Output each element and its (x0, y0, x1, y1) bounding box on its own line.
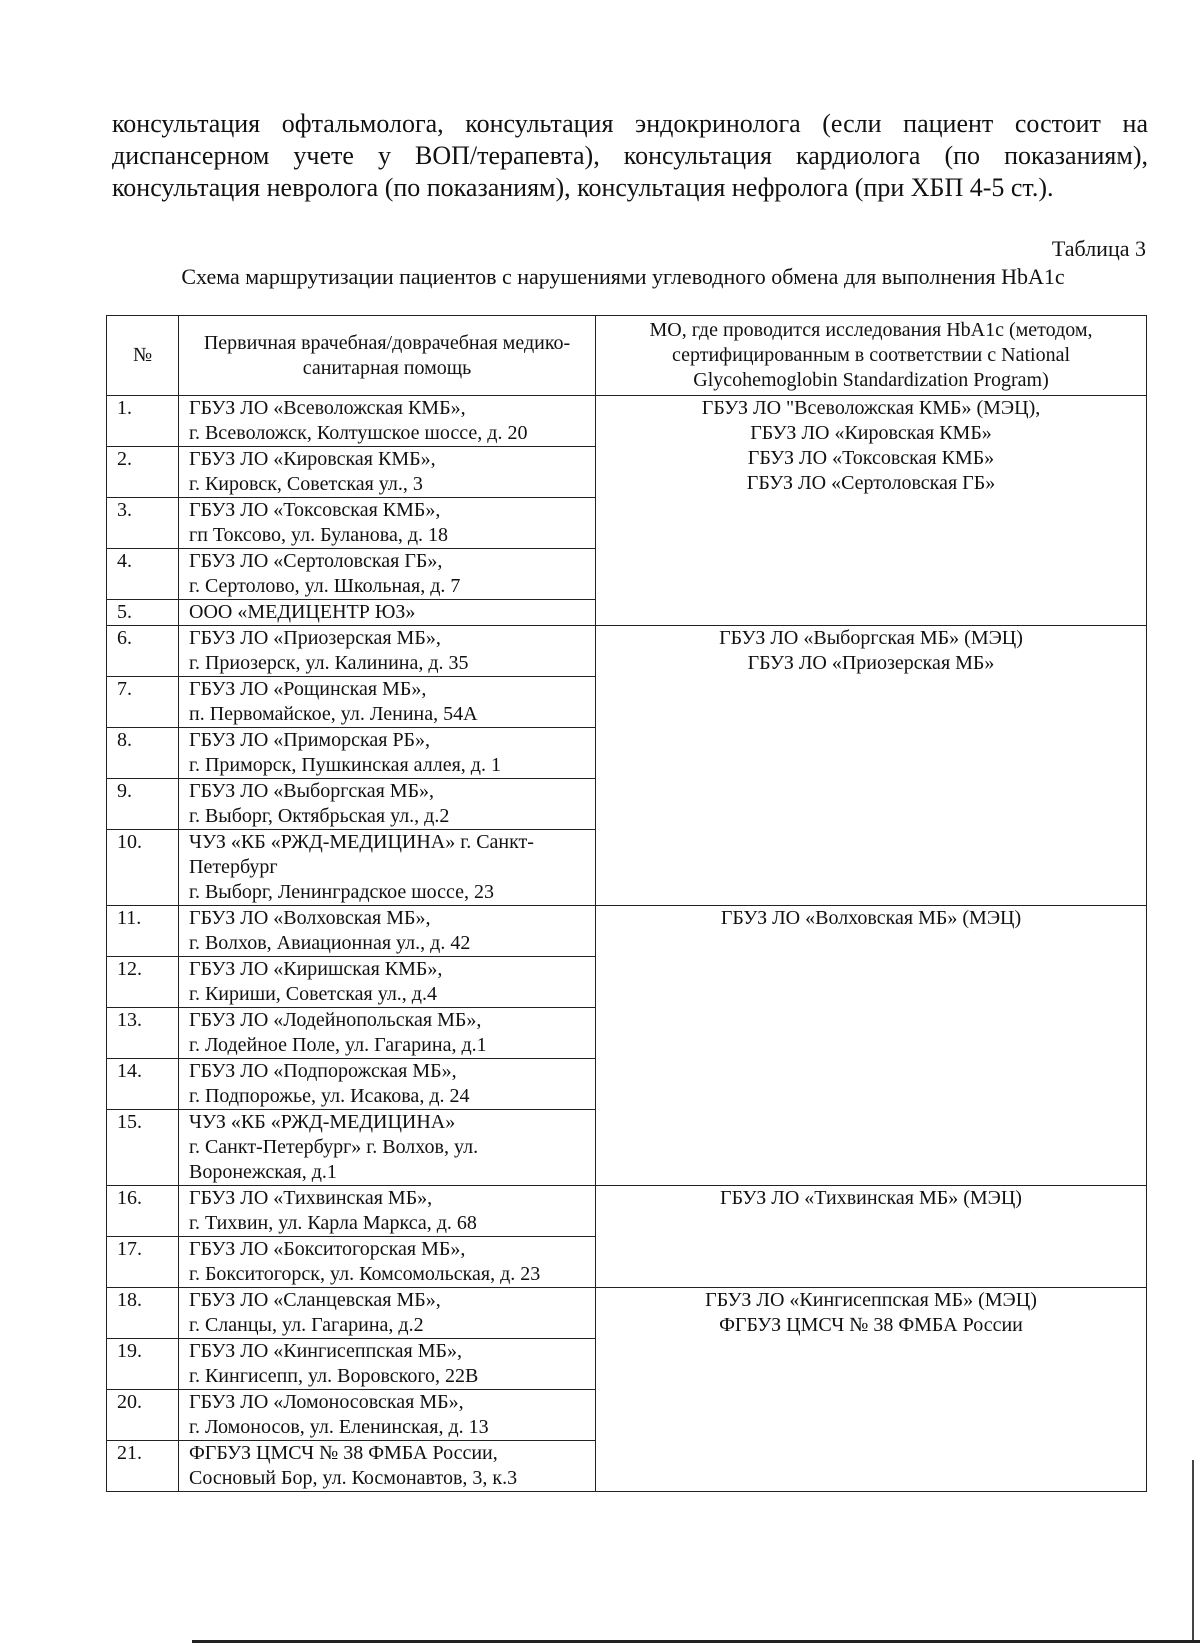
table-row (107, 1186, 1147, 1237)
row-number: 14. (107, 1059, 179, 1110)
intro-paragraph (112, 108, 1148, 204)
table-header-row (107, 316, 1147, 396)
facility-name: ГБУЗ ЛО «Киришская КМБ», (189, 958, 443, 980)
row-number: 11. (107, 906, 179, 957)
facility-address: г. Бокситогорск, ул. Комсомольская, д. 23 (189, 1263, 541, 1285)
facility-name: ГБУЗ ЛО «Лодейнопольская МБ», (189, 1009, 482, 1031)
facility-cell (179, 626, 596, 677)
facility-cell (179, 1237, 596, 1288)
facility-name: ГБУЗ ЛО «Сланцевская МБ», (189, 1289, 441, 1311)
facility-cell (179, 906, 596, 957)
row-number: 3. (107, 498, 179, 549)
row-number: 15. (107, 1110, 179, 1186)
facility-name: ЧУЗ «КБ «РЖД-МЕДИЦИНА» (189, 1111, 456, 1133)
facility-name: ГБУЗ ЛО «Рощинская МБ», (189, 678, 427, 700)
mo-cell (596, 626, 1147, 906)
facility-cell (179, 549, 596, 600)
facility-address: г. Подпорожье, ул. Исакова, д. 24 (189, 1085, 470, 1107)
row-number: 1. (107, 396, 179, 447)
page-edge-right (1192, 1460, 1194, 1640)
facility-address: г. Сланцы, ул. Гагарина, д.2 (189, 1314, 424, 1336)
facility-name: ООО «МЕДИЦЕНТР ЮЗ» (189, 601, 416, 623)
row-number: 7. (107, 677, 179, 728)
table-body (107, 396, 1147, 1492)
row-number: 18. (107, 1288, 179, 1339)
table-number: Таблица 3 (1051, 236, 1146, 261)
mo-name: ФГБУЗ ЦМСЧ № 38 ФМБА России (719, 1314, 1023, 1336)
row-number: 9. (107, 779, 179, 830)
mo-name: ГБУЗ ЛО «Приозерская МБ» (747, 652, 995, 674)
facility-name: ГБУЗ ЛО «Приморская РБ», (189, 729, 431, 751)
mo-name: ГБУЗ ЛО «Тихвинская МБ» (МЭЦ) (720, 1187, 1022, 1209)
facility-address: п. Первомайское, ул. Ленина, 54А (189, 703, 478, 725)
facility-name: ГБУЗ ЛО «Токсовская КМБ», (189, 499, 441, 521)
row-number: 20. (107, 1390, 179, 1441)
mo-name: ГБУЗ ЛО «Волховская МБ» (МЭЦ) (720, 907, 1022, 929)
facility-address: г. Кингисепп, ул. Воровского, 22В (189, 1365, 479, 1387)
facility-cell (179, 600, 596, 626)
facility-address: г. Ломоносов, ул. Еленинская, д. 13 (189, 1416, 489, 1438)
facility-cell (179, 1441, 596, 1492)
facility-cell (179, 1110, 596, 1186)
facility-cell (179, 830, 596, 906)
header-number: № (107, 316, 179, 396)
mo-cell (596, 1186, 1147, 1288)
facility-name: ЧУЗ «КБ «РЖД-МЕДИЦИНА» г. Санкт-Петербург (189, 831, 534, 878)
row-number: 16. (107, 1186, 179, 1237)
facility-cell (179, 677, 596, 728)
mo-name: ГБУЗ ЛО «Токсовская КМБ» (747, 447, 995, 469)
mo-cell (596, 1288, 1147, 1492)
facility-cell (179, 396, 596, 447)
facility-name: ГБУЗ ЛО «Выборгская МБ», (189, 780, 435, 802)
table-caption: Схема маршрутизации пациентов с нарушениями углеводного обмена для выполнения HbA1c (181, 264, 1065, 289)
facility-address: гп Токсово, ул. Буланова, д. 18 (189, 524, 449, 546)
facility-cell (179, 1390, 596, 1441)
row-number: 5. (107, 600, 179, 626)
mo-name: ГБУЗ ЛО «Сертоловская ГБ» (746, 472, 996, 494)
mo-name: ГБУЗ ЛО «Кировская КМБ» (750, 422, 992, 444)
facility-address: г. Всеволожск, Колтушское шоссе, д. 20 (189, 422, 528, 444)
facility-name: ГБУЗ ЛО «Волховская МБ», (189, 907, 431, 929)
facility-address: г. Выборг, Ленинградское шоссе, 23 (189, 881, 494, 903)
facility-address: г. Тихвин, ул. Карла Маркса, д. 68 (189, 1212, 477, 1234)
mo-name: ГБУЗ ЛО «Выборгская МБ» (МЭЦ) (719, 627, 1023, 649)
facility-cell (179, 1186, 596, 1237)
row-number: 10. (107, 830, 179, 906)
row-number: 21. (107, 1441, 179, 1492)
facility-address: г. Санкт-Петербург» г. Волхов, ул. Воронежская, д.1 (189, 1136, 479, 1183)
row-number: 4. (107, 549, 179, 600)
table-row (107, 1288, 1147, 1339)
facility-name: ГБУЗ ЛО «Кингисеппская МБ», (189, 1340, 462, 1362)
facility-address: г. Лодейное Поле, ул. Гагарина, д.1 (189, 1034, 487, 1056)
facility-cell (179, 447, 596, 498)
facility-name: ГБУЗ ЛО «Приозерская МБ», (189, 627, 441, 649)
facility-name: ГБУЗ ЛО «Бокситогорская МБ», (189, 1238, 466, 1260)
facility-address: г. Выборг, Октябрьская ул., д.2 (189, 805, 450, 827)
mo-cell (596, 396, 1147, 626)
facility-cell (179, 1288, 596, 1339)
facility-address: г. Кировск, Советская ул., 3 (189, 473, 423, 495)
facility-cell (179, 1059, 596, 1110)
page-edge-line (192, 1640, 1200, 1643)
row-number: 19. (107, 1339, 179, 1390)
mo-name: ГБУЗ ЛО «Кингисеппская МБ» (МЭЦ) (705, 1289, 1037, 1311)
facility-name: ГБУЗ ЛО «Подпорожская МБ», (189, 1060, 457, 1082)
facility-cell (179, 779, 596, 830)
row-number: 13. (107, 1008, 179, 1059)
facility-cell (179, 498, 596, 549)
row-number: 6. (107, 626, 179, 677)
intro-text: консультация офтальмолога, консультация эндокринолога (если пациент состоит на диспансерном учете у ВОП/терапевта), консультация кардиолога (по показаниям), консультация невролога (по показаниям), консультация нефролога (при ХБП 4-5 ст.). (112, 109, 1148, 202)
facility-name: ФГБУЗ ЦМСЧ № 38 ФМБА России, (189, 1442, 498, 1464)
header-primary-care: Первичная врачебная/доврачебная медико-санитарная помощь (179, 316, 596, 396)
mo-cell (596, 906, 1147, 1186)
row-number: 17. (107, 1237, 179, 1288)
table-row (107, 626, 1147, 677)
facility-name: ГБУЗ ЛО «Ломоносовская МБ», (189, 1391, 464, 1413)
facility-address: г. Волхов, Авиационная ул., д. 42 (189, 932, 471, 954)
facility-address: г. Сертолово, ул. Школьная, д. 7 (189, 575, 461, 597)
facility-address: г. Приозерск, ул. Калинина, д. 35 (189, 652, 469, 674)
facility-cell (179, 1339, 596, 1390)
table-row (107, 396, 1147, 447)
facility-name: ГБУЗ ЛО «Сертоловская ГБ», (189, 550, 443, 572)
facility-name: ГБУЗ ЛО «Кировская КМБ», (189, 448, 436, 470)
facility-cell (179, 1008, 596, 1059)
mo-name: ГБУЗ ЛО "Всеволожская КМБ» (МЭЦ), (701, 397, 1041, 419)
facility-address: г. Кириши, Советская ул., д.4 (189, 983, 437, 1005)
row-number: 12. (107, 957, 179, 1008)
facility-name: ГБУЗ ЛО «Тихвинская МБ», (189, 1187, 433, 1209)
facility-cell (179, 728, 596, 779)
facility-address: Сосновый Бор, ул. Космонавтов, 3, к.3 (189, 1467, 518, 1489)
row-number: 2. (107, 447, 179, 498)
facility-cell (179, 957, 596, 1008)
routing-table (106, 315, 1147, 1492)
row-number: 8. (107, 728, 179, 779)
facility-address: г. Приморск, Пушкинская аллея, д. 1 (189, 754, 501, 776)
facility-name: ГБУЗ ЛО «Всеволожская КМБ», (189, 397, 466, 419)
table-row (107, 906, 1147, 957)
header-mo: МО, где проводится исследования HbA1c (методом, сертифицированным в соответствии с National Glycohemoglobin Standardization Program) (596, 316, 1147, 396)
